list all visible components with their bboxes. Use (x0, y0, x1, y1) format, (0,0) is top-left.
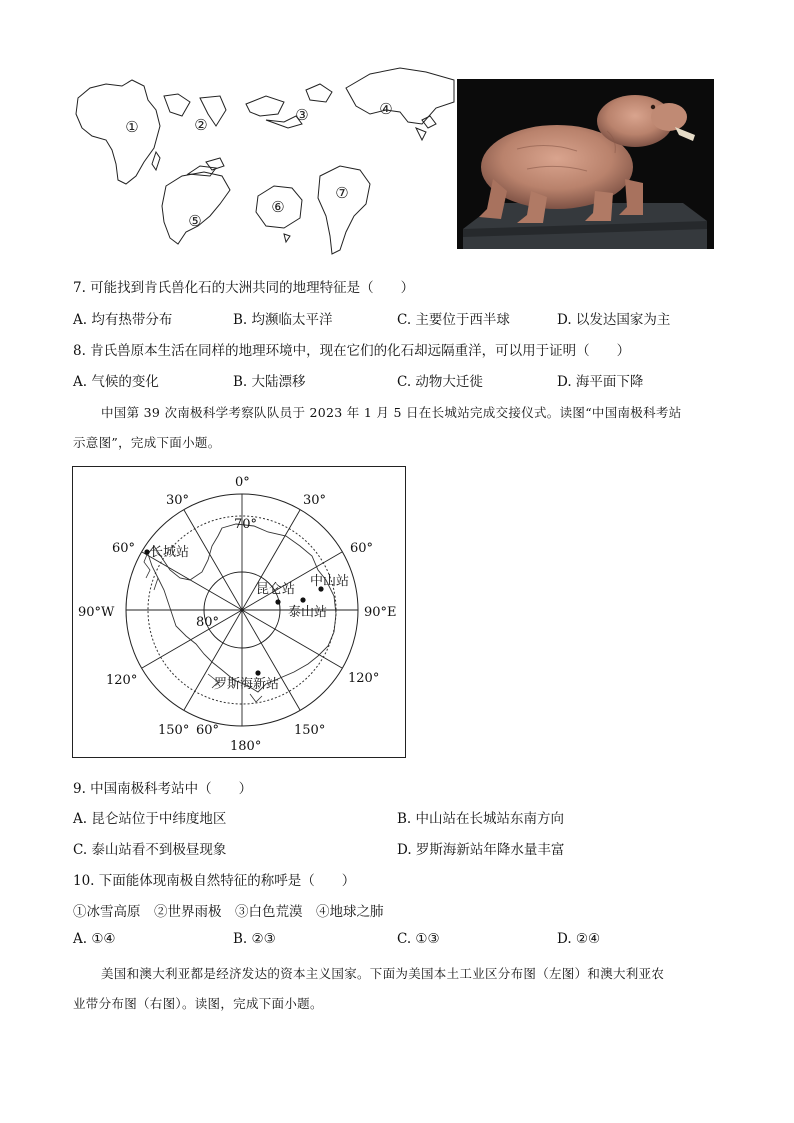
continents-map (70, 66, 456, 262)
region-label-1: ① (125, 118, 139, 136)
passage1-line1: 中国第 39 次南极科学考察队队员于 2023 年 1 月 5 日在长城站完成交接仪式。读图“中国南极科考站 (101, 405, 682, 420)
q8-option-a[interactable]: A. 气候的变化 (73, 374, 159, 390)
q7-option-b[interactable]: B. 均濒临太平洋 (233, 312, 333, 328)
passage2-line1: 美国和澳大利亚都是经济发达的资本主义国家。下面为美国本土工业区分布图（左图）和澳大利亚农 (101, 966, 665, 981)
lon-label-180: 180° (230, 739, 262, 754)
q10-stem: 10. 下面能体现南极自然特征的称呼是（ ） (73, 873, 356, 889)
q7-stem: 7. 可能找到肯氏兽化石的大洲共同的地理特征是（ ） (73, 280, 415, 296)
q9-stem: 9. 中国南极科考站中（ ） (73, 781, 253, 797)
lon-label-150w: 150° (158, 723, 190, 738)
kunlun-station-label: 昆仑站 (256, 582, 296, 597)
taishan-station-label: 泰山站 (288, 605, 328, 620)
q8-option-c[interactable]: C. 动物大迁徙 (397, 374, 483, 390)
changcheng-station-dot (144, 549, 149, 554)
region-label-2: ② (194, 116, 208, 134)
region-label-6: ⑥ (271, 198, 285, 216)
lon-label-60w: 60° (112, 541, 136, 556)
lon-label-90e: 90°E (364, 605, 397, 620)
q10-option-c[interactable]: C. ①③ (397, 931, 440, 947)
north-america-outline (162, 172, 230, 244)
passage1-line2: 示意图”，完成下面小题。 (73, 435, 221, 450)
passage2-line2: 业带分布图（右图）。读图，完成下面小题。 (73, 996, 323, 1011)
lat-label-70: 70° (234, 517, 258, 532)
africa-outline (76, 80, 160, 184)
luosihai-station-label: 罗斯海新站 (214, 677, 280, 692)
q8-stem: 8. 肯氏兽原本生活在同样的地理环境中，现在它们的化石却远隔重洋，可以用于证明（ ） (73, 343, 631, 359)
region-label-4: ④ (379, 100, 393, 118)
q10-option-d[interactable]: D. ②④ (557, 931, 601, 947)
lon-label-120w: 120° (106, 673, 138, 688)
changcheng-station-label: 长城站 (150, 545, 190, 560)
q8-option-b[interactable]: B. 大陆漂移 (233, 374, 306, 390)
q9-option-d[interactable]: D. 罗斯海新站年降水量丰富 (397, 842, 565, 858)
region-label-5: ⑤ (188, 212, 202, 230)
lat-label-60: 60° (196, 723, 220, 738)
lon-label-30e: 30° (303, 493, 327, 508)
lon-label-60e: 60° (350, 541, 374, 556)
kannemeyeria-photo (457, 79, 714, 249)
lon-label-120e: 120° (348, 671, 380, 686)
region-label-3: ③ (295, 106, 309, 124)
antarctica-station-map (72, 466, 406, 758)
q8-option-d[interactable]: D. 海平面下降 (557, 374, 644, 390)
region-label-7: ⑦ (335, 184, 349, 202)
taishan-station-dot (300, 597, 305, 602)
q9-option-b[interactable]: B. 中山站在长城站东南方向 (397, 811, 565, 827)
luosihai-station-dot (255, 670, 260, 675)
zhongshan-station-label: 中山站 (310, 574, 350, 589)
q7-option-d[interactable]: D. 以发达国家为主 (557, 312, 671, 328)
q10-option-a[interactable]: A. ①④ (73, 931, 116, 947)
q10-option-b[interactable]: B. ②③ (233, 931, 276, 947)
lon-label-0: 0° (235, 475, 250, 490)
lon-label-30w: 30° (166, 493, 190, 508)
q10-items: ①冰雪高原 ②世界雨极 ③白色荒漠 ④地球之肺 (73, 904, 384, 920)
q7-option-c[interactable]: C. 主要位于西半球 (397, 312, 510, 328)
lon-label-90w: 90°W (78, 605, 115, 620)
q9-option-c[interactable]: C. 泰山站看不到极昼现象 (73, 842, 227, 858)
lat-label-80: 80° (196, 615, 220, 630)
kunlun-station-dot (275, 599, 280, 604)
q7-option-a[interactable]: A. 均有热带分布 (73, 312, 173, 328)
q9-option-a[interactable]: A. 昆仑站位于中纬度地区 (73, 811, 227, 827)
south-america-outline (318, 166, 370, 254)
lon-label-150e: 150° (294, 723, 326, 738)
